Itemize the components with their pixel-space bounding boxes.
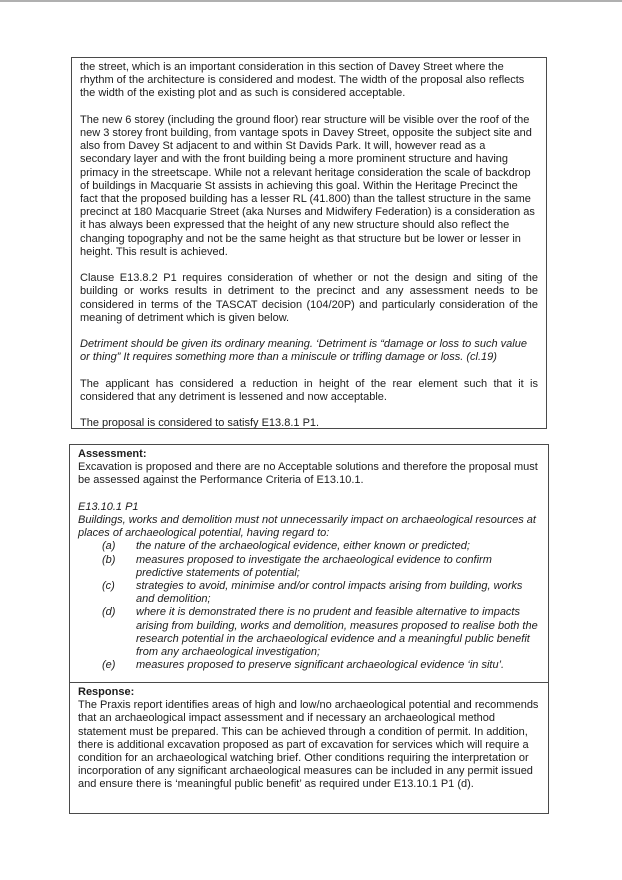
criterion-marker: (a) <box>102 540 116 553</box>
criterion-marker: (b) <box>102 553 116 566</box>
criterion-item-a <box>78 540 540 553</box>
criterion-text: where it is demonstrated there is no prudent and feasible alternative to impacts arising from building, works and demolition, measures proposed to realise both the research potential in the archaeological evidence and a meaningful public benefit from any archaeological investigation; <box>136 606 538 659</box>
assessment-response-table <box>69 444 549 814</box>
assessment-box <box>70 445 548 683</box>
criterion-marker: (c) <box>102 580 115 593</box>
paragraph-satisfy-e1381: The proposal is considered to satisfy E13.8.1 P1. <box>80 417 320 429</box>
paragraph-detriment-quote: Detriment should be given its ordinary meaning. ‘Detriment is “damage or loss to such value or thing” It requires something more than a miniscule or trifling damage or loss. (cl.19) <box>80 338 527 364</box>
criterion-text: measures proposed to investigate the archaeological evidence to confirm predictive statements of potential; <box>136 553 492 579</box>
criterion-marker: (e) <box>102 659 116 672</box>
criterion-text: measures proposed to preserve significant archaeological evidence ‘in situ’. <box>136 659 505 672</box>
paragraph-clause-e1382: Clause E13.8.2 P1 requires consideration of whether or not the design and siting of the building or works results in detriment to the precinct and any assessment needs to be considered in terms of the TASCAT decision (104/20P) and particularly consideration of the meaning of detriment which is given below. <box>80 272 538 324</box>
assessment-heading: Assessment: <box>78 448 147 460</box>
paragraph-rear-structure-visibility: The new 6 storey (including the ground floor) rear structure will be visible over the roof of the new 3 storey front building, from vantage spots in Davey Street, opposite the subject site and also from Davey St adjacent to and within St Davids Park. It will, however read as a secondary layer and with the front building being a more prominent structure and having primacy in the streetscape. While not a relevant heritage consideration the scale of backdrop of buildings in Macquarie St assists in achieving this goal. Within the Heritage Precinct the fact that the proposed building has a lesser RL (41.800) than the tallest structure in the same precinct at 180 Macquarie Street (aka Nurses and Midwifery Federation) is a consideration as it has always been expressed that the height of any new structure should also reflect the changing topography and not be the same height as that structure but be lower or lesser in height. This result is achieved. <box>80 113 535 258</box>
paragraph-applicant-reduction: The applicant has considered a reduction in height of the rear element such that it is considered that any detriment is lessened and now acceptable. <box>80 377 538 404</box>
response-body: The Praxis report identifies areas of high and low/no archaeological potential and recommends that an archaeological impact assessment and if necessary an archaeological method statement must be prepared. This can be achieved through a condition of permit. In addition, there is additional excavation proposed as part of excavation for services which will require a condition for an archaeological watching brief. Other conditions requiring the interpretation or incorporation of any significant archaeological measures can be included in any permit issued and ensure there is ‘meaningful public benefit’ as required under E13.10.1 P1 (d). <box>78 699 539 791</box>
criterion-item-c <box>78 580 540 606</box>
clause-reference: E13.10.1 P1 <box>78 500 139 513</box>
response-box <box>70 683 548 813</box>
response-heading: Response: <box>78 686 135 698</box>
criterion-item-e <box>78 659 540 672</box>
criterion-marker: (d) <box>102 606 116 619</box>
criterion-text: strategies to avoid, minimise and/or control impacts arising from building, works and demolition; <box>136 580 523 606</box>
criterion-text: the nature of the archaeological evidence, either known or predicted; <box>136 540 470 553</box>
assessment-intro: Excavation is proposed and there are no Acceptable solutions and therefore the proposal must be assessed against the Performance Criteria of E13.10.1. <box>78 461 538 487</box>
continuation-text-box <box>71 57 547 429</box>
clause-text: Buildings, works and demolition must not unnecessarily impact on archaeological resources at places of archaeological potential, having regard to: <box>78 514 536 540</box>
page-top-rule <box>0 0 622 2</box>
criterion-item-d <box>78 606 540 659</box>
criterion-item-b <box>78 554 540 580</box>
paragraph-street-consideration: the street, which is an important consideration in this section of Davey Street where the rhythm of the architecture is considered and modest. The width of the proposal also reflects the width of the existing plot and as such is considered acceptable. <box>80 61 525 100</box>
